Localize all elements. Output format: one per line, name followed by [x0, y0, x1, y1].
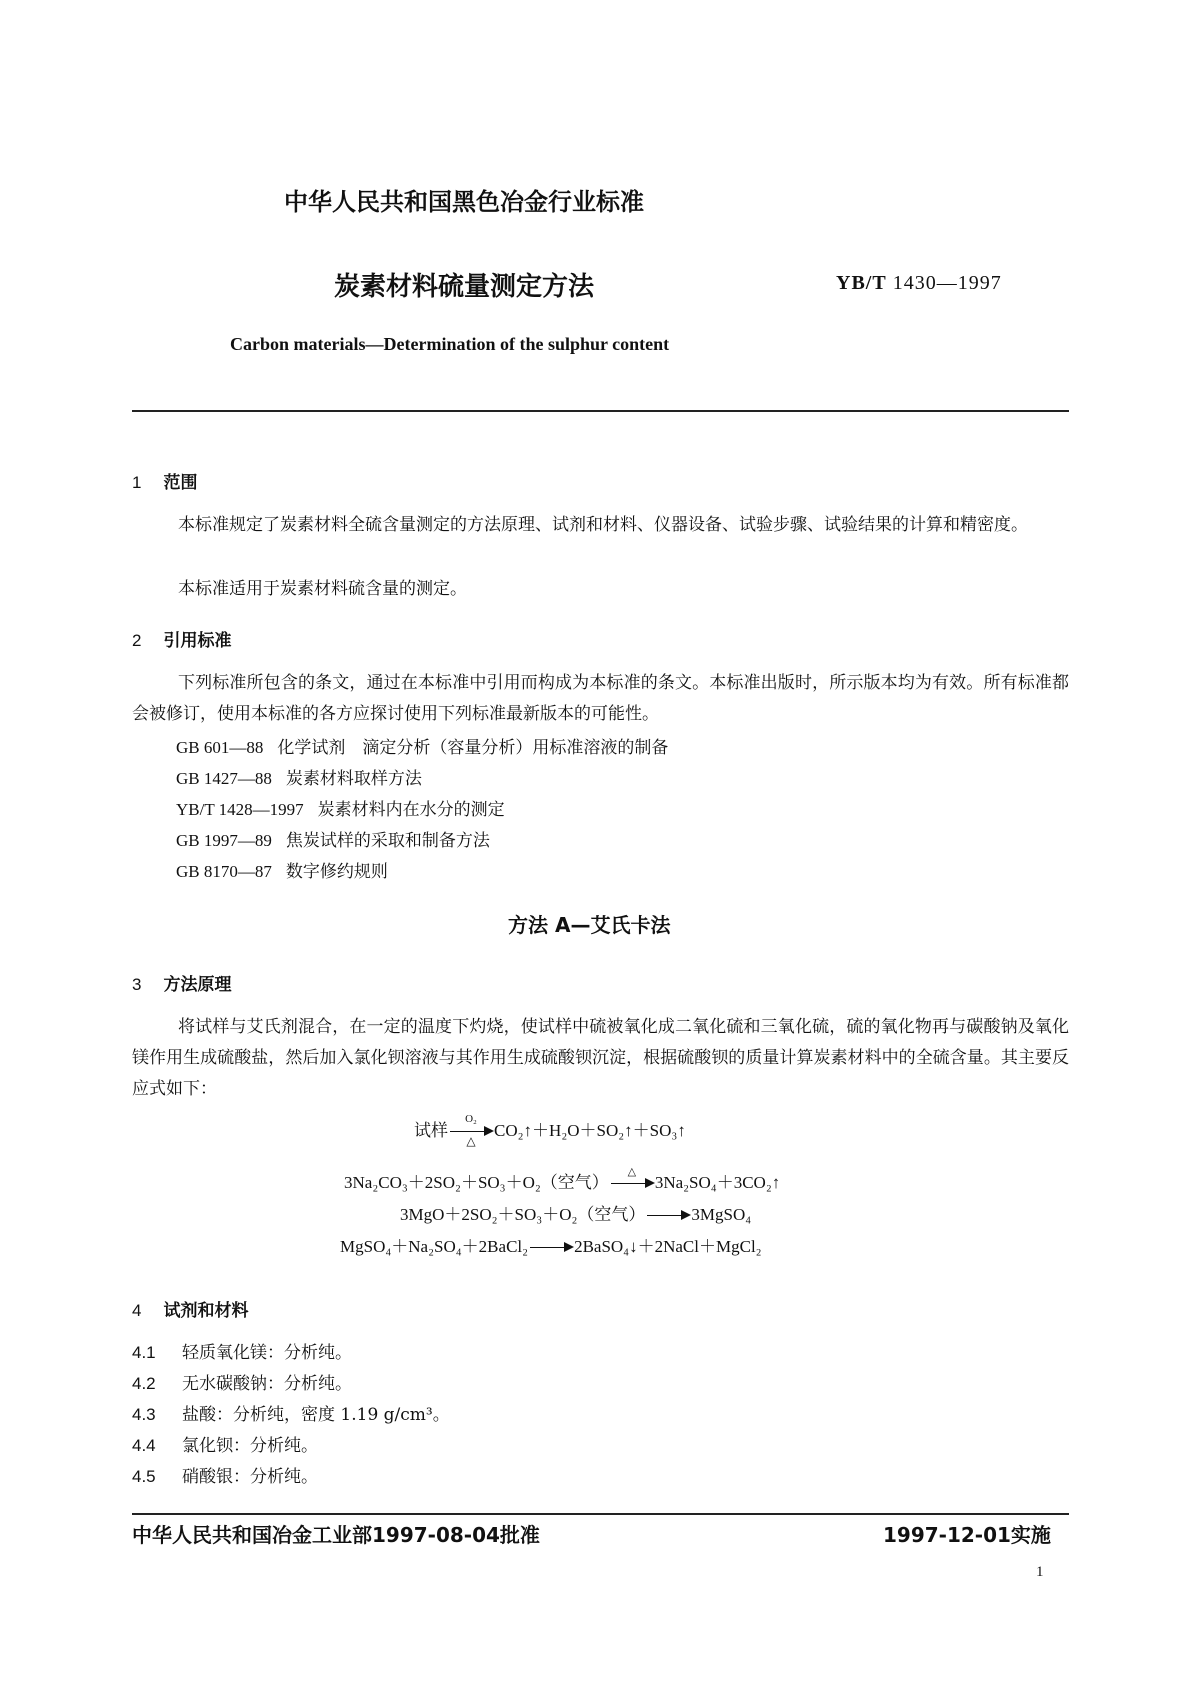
list-item: 4.4 氯化钡：分析纯。	[132, 1436, 318, 1456]
english-title: Carbon materials—Determination of the sulphur content	[230, 334, 670, 354]
section-4-heading	[132, 1296, 248, 1321]
standard-prefix: YB/T	[836, 272, 887, 294]
reaction-equation-2: 3Na₂CO₃＋2SO₂＋SO₃＋O₂（空气） △ 3Na₂SO₄＋3CO₂↑	[344, 1168, 780, 1199]
reference-item: GB 8170—87 数字修约规则	[176, 862, 388, 882]
reference-item: GB 1997—89 焦炭试样的采取和制备方法	[176, 831, 490, 851]
list-item: 4.2 无水碳酸钠：分析纯。	[132, 1374, 352, 1394]
reaction-arrow	[645, 1201, 691, 1231]
section-title: 试剂和材料	[163, 1301, 249, 1321]
standard-code	[836, 272, 1002, 295]
section-title: 引用标准	[163, 631, 232, 651]
list-item: 4.3 盐酸：分析纯，密度 1.19 g/cm³。	[132, 1405, 450, 1425]
section-1-para-2: 本标准适用于炭素材料硫含量的测定。	[178, 579, 467, 599]
standard-category-title: 中华人民共和国黑色冶金行业标准	[284, 188, 644, 216]
reaction-equation-4: MgSO₄＋Na₂SO₄＋2BaCl₂ 2BaSO₄↓＋2NaCl＋MgCl₂	[340, 1232, 762, 1263]
reference-item: GB 1427—88 炭素材料取样方法	[176, 769, 422, 789]
section-number: 4	[132, 1301, 142, 1320]
section-number: 1	[132, 473, 142, 492]
section-number: 3	[132, 975, 142, 994]
header-divider	[132, 410, 1069, 412]
section-3-para-1: 将试样与艾氏剂混合，在一定的温度下灼烧，使试样中硫被氧化成二氧化硫和三氧化硫，硫的氧化物再与碳酸钠及氧化镁作用生成硫酸盐，然后加入氯化钡溶液与其作用生成硫酸钡沉淀，根据硫酸钡的质量计算炭素材料中的全硫含量。其主要反应式如下：	[132, 1017, 1069, 1099]
list-item: 4.1 轻质氧化镁：分析纯。	[132, 1343, 352, 1363]
document-title: 炭素材料硫量测定方法	[334, 272, 595, 302]
footer-divider	[132, 1513, 1069, 1515]
reference-item: GB 601—88 化学试剂 滴定分析（容量分析）用标准溶液的制备	[176, 738, 669, 758]
section-2-para-1: 下列标准所包含的条文，通过在本标准中引用而构成为本标准的条文。本标准出版时，所示版本均为有效。所有标准都会被修订，使用本标准的各方应探讨使用下列标准最新版本的可能性。	[132, 673, 1069, 724]
reaction-equation-3: 3MgO＋2SO₂＋SO₃＋O₂（空气） 3MgSO₄	[400, 1200, 751, 1231]
reaction-equation-1: 试样 O₂ △ CO₂↑＋H₂O＋SO₂↑＋SO₃↑	[414, 1113, 686, 1149]
section-number: 2	[132, 631, 142, 650]
method-a-title: 方法 A—艾氏卡法	[508, 913, 671, 937]
list-item: 4.5 硝酸银：分析纯。	[132, 1467, 318, 1487]
standard-number: 1430—1997	[892, 272, 1002, 294]
section-1-heading	[132, 468, 197, 493]
section-2-heading	[132, 626, 231, 651]
section-3-heading	[132, 970, 231, 995]
approval-note: 中华人民共和国冶金工业部1997-08-04批准	[132, 1523, 540, 1547]
reaction-arrow: △	[609, 1169, 655, 1199]
section-title: 方法原理	[163, 975, 232, 995]
reference-item: YB/T 1428—1997 炭素材料内在水分的测定	[176, 800, 505, 820]
effective-date: 1997-12-01实施	[883, 1523, 1051, 1547]
page-number: 1	[1036, 1564, 1044, 1580]
reaction-arrow: O₂ △	[448, 1117, 494, 1147]
reaction-arrow	[528, 1233, 574, 1263]
section-title: 范围	[163, 473, 198, 493]
section-1-para-1: 本标准规定了炭素材料全硫含量测定的方法原理、试剂和材料、仪器设备、试验步骤、试验结果的计算和精密度。	[178, 515, 1028, 535]
